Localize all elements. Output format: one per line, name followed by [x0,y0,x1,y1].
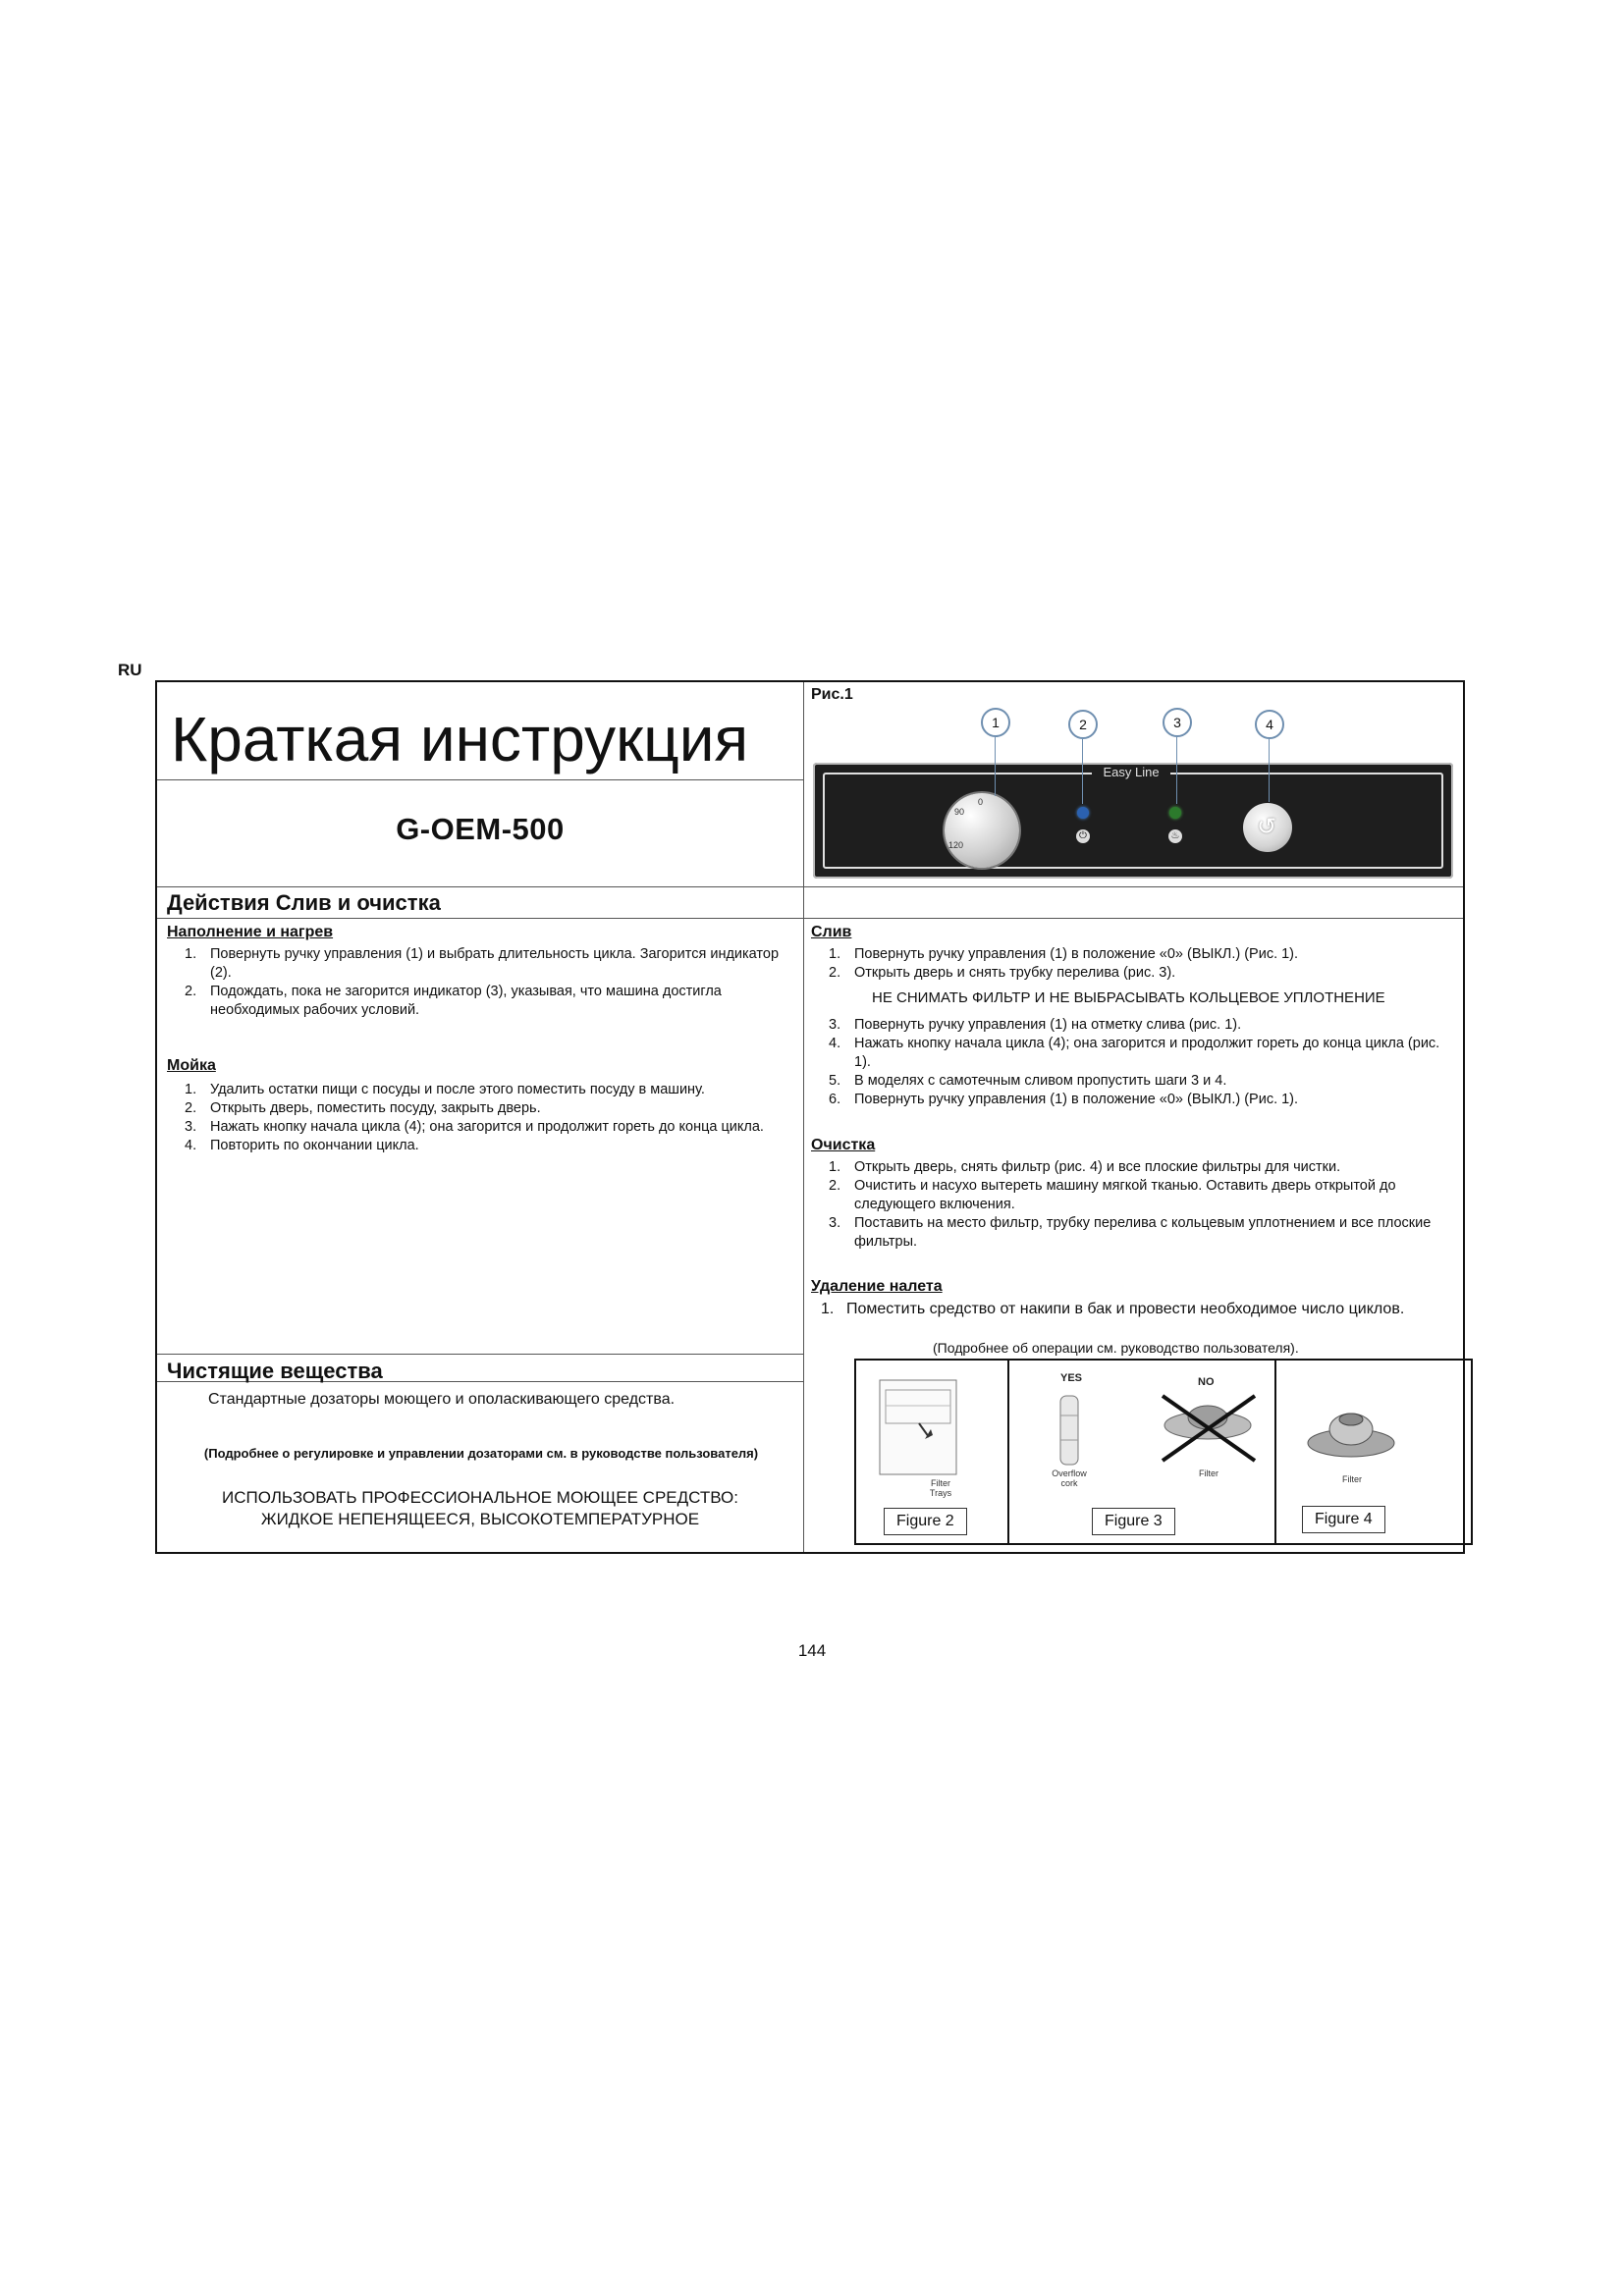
actions-title: Действия Слив и очистка [167,890,441,915]
temperature-indicator-light [1169,807,1181,819]
wash-steps [185,1081,784,1155]
figure-3-caption: Figure 3 [1092,1508,1175,1535]
dishwasher-trays-illustration [860,1366,1007,1494]
wash-title: Мойка [167,1057,216,1074]
list-item: 2. Подождать, пока не загорится индикатор (3), указывая, что машина достигла необходимых рабочих условий. [185,984,722,1018]
yes-label: YES [1060,1372,1083,1384]
callout-1: 1 [981,708,1010,737]
list-item: 1. Удалить остатки пищи с посуды и после этого поместить посуду в машину. [185,1082,705,1097]
callout-3: 3 [1163,708,1192,737]
detergent-requirement-2: ЖИДКОЕ НЕПЕНЯЩЕЕСЯ, ВЫСОКОТЕМПЕРАТУРНОЕ [260,1510,700,1528]
descaling-note: (Подробнее об операции см. руководство пользователя). [933,1340,1299,1356]
list-item: 3. Нажать кнопку начала цикла (4); она загорится и продолжит гореть до конца цикла. [185,1119,764,1135]
detergents-title: Чистящие вещества [167,1359,383,1383]
page-number: 144 [797,1641,827,1660]
figure-4-caption: Figure 4 [1302,1506,1385,1533]
figure-2 [856,1361,1009,1543]
descaling-title: Удаление налета [811,1278,943,1295]
list-item: 6. Повернуть ручку управления (1) в положение «0» (ВЫКЛ.) (Рис. 1). [829,1092,1299,1107]
list-item: 1. Повернуть ручку управления (1) в положение «0» (ВЫКЛ.) (Рис. 1). [829,946,1299,962]
panel-brand: Easy Line [1092,765,1170,779]
list-item: 3. Поставить на место фильтр, трубку перелива с кольцевым уплотнением и все плоские фильтры. [829,1215,1432,1250]
list-item: 2. Открыть дверь и снять трубку перелива (рис. 3). [829,965,1176,981]
figure-2-caption: Figure 2 [884,1508,967,1535]
drain-title: Слив [811,924,852,940]
cleaning-steps [829,1158,1457,1252]
drain-steps-a [829,945,1457,983]
document-title: Краткая инструкция [171,704,749,774]
dispenser-note: (Подробнее о регулировке и управлении дозаторами см. в руководстве пользователя) [203,1446,759,1461]
model-name: G-OEM-500 [396,812,565,846]
list-item: 1. Поместить средство от накипи в бак и провести необходимое число циклов. [821,1301,1405,1317]
drain-steps-b [829,1016,1457,1109]
cork-label: cork [1060,1478,1078,1488]
detergent-dispensers-text: Стандартные дозаторы моющего и ополаскивающего средства. [208,1391,676,1408]
filter-label: Filter [1342,1474,1362,1484]
list-item: 5. В моделях с самотечным сливом пропустить шаги 3 и 4. [829,1073,1227,1089]
figure-1-label: Рис.1 [811,686,853,703]
list-item: 4. Нажать кнопку начала цикла (4); она загорится и продолжит гореть до конца цикла (рис. 1). [829,1036,1440,1070]
control-panel-illustration [813,763,1453,879]
detergent-requirement-1: ИСПОЛЬЗОВАТЬ ПРОФЕССИОНАЛЬНОЕ МОЮЩЕЕ СРЕДСТВО: [222,1488,738,1507]
drain-warning: НЕ СНИМАТЬ ФИЛЬТР И НЕ ВЫБРАСЫВАТЬ КОЛЬЦЕВОЕ УПЛОТНЕНИЕ [872,989,1385,1006]
figures-strip [854,1359,1473,1545]
list-item: 3. Повернуть ручку управления (1) на отметку слива (рис. 1). [829,1017,1242,1033]
fill-heat-steps [185,945,784,1020]
callout-2-leader [1082,739,1083,804]
detergents-divider [157,1354,803,1355]
column-divider [803,682,804,1552]
power-indicator-light [1077,807,1089,819]
figure-4 [1276,1361,1471,1543]
fill-heat-title: Наполнение и нагрев [167,924,334,940]
list-item: 2. Открыть дверь, поместить посуду, закрыть дверь. [185,1100,541,1116]
trays-label: Trays [929,1488,952,1498]
no-label: NO [1198,1376,1215,1388]
descaling-steps [821,1300,1449,1319]
callout-2: 2 [1068,710,1098,739]
power-icon: ⏻ [1076,829,1090,843]
figure-3 [1009,1361,1276,1543]
list-item: 4. Повторить по окончании цикла. [185,1138,419,1153]
filter-illustration [1280,1380,1467,1488]
callout-4: 4 [1255,710,1284,739]
list-item: 1. Повернуть ручку управления (1) и выбрать длительность цикла. Загорится индикатор (2). [185,946,780,981]
heating-icon: ♨ [1168,829,1182,843]
filter-label: Filter [931,1478,950,1488]
callout-4-leader [1269,739,1270,802]
callout-3-leader [1176,737,1177,804]
section-divider [157,918,1463,919]
control-knob: 0 90 120 [945,793,1019,868]
cleaning-title: Очистка [811,1137,876,1153]
list-item: 1. Открыть дверь, снять фильтр (рис. 4) и все плоские фильтры для чистки. [829,1159,1341,1175]
start-cycle-button: ↺ [1243,803,1292,852]
filter-label: Filter [1199,1468,1218,1478]
header-divider [157,886,1463,887]
callout-1-leader [995,737,996,796]
list-item: 2. Очистить и насухо вытереть машину мягкой тканью. Оставить дверь открытой до следующего включения. [829,1178,1396,1212]
panel-frame [823,773,1443,869]
language-tag: RU [118,661,142,679]
overflow-label: Overflow [1052,1468,1087,1478]
